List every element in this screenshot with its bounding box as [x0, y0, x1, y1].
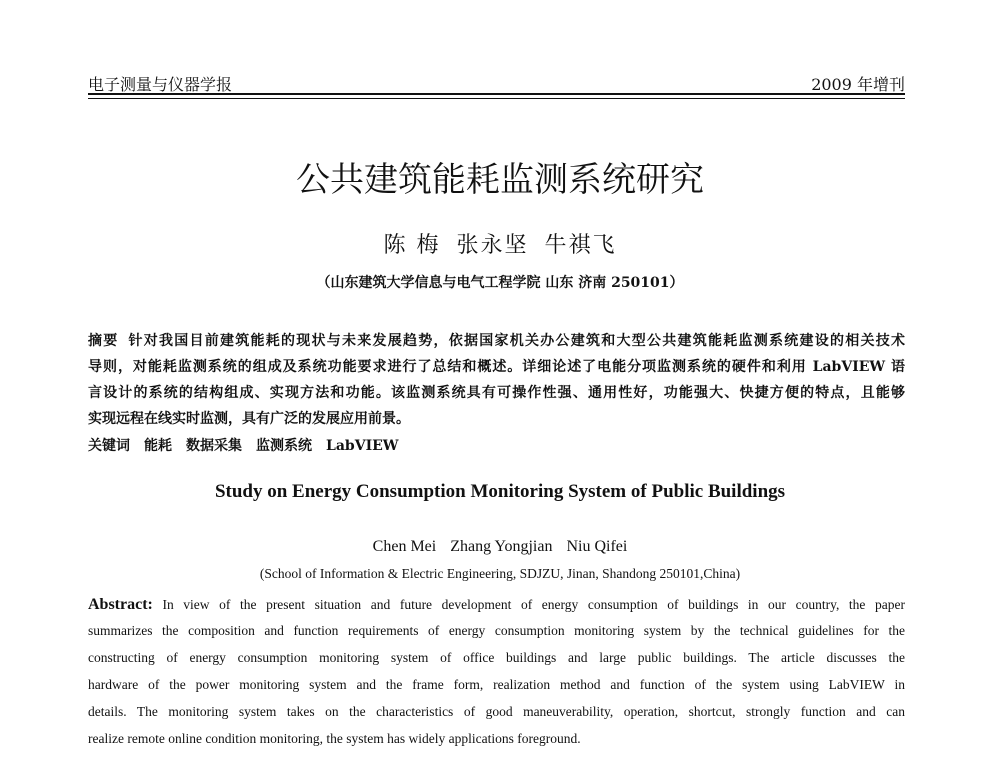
- abstract-en-line: hardware of the power monitoring system and the frame form, realization method and function of the system using LabVIEW in: [88, 677, 905, 692]
- author: 张永坚: [456, 233, 529, 258]
- abstract-en-line: realize remote online condition monitoring, the system has widely applications foreground.: [88, 731, 581, 746]
- affiliation-zh: （山东建筑大学信息与电气工程学院 山东 济南 250101）: [316, 275, 684, 291]
- keywords-label: 关键词: [88, 438, 130, 454]
- abstract-zh-line: [88, 330, 905, 350]
- keyword: LabVIEW: [326, 438, 399, 454]
- author: Niu Qifei: [566, 538, 628, 555]
- author: Zhang Yongjian: [450, 538, 553, 555]
- header-rule-thin: [88, 98, 905, 99]
- issue-label: 2009 年增刊: [811, 75, 905, 94]
- abstract-en-line: constructing of energy consumption monitoring system of office buildings and large public buildings. The article discusses the: [88, 650, 905, 665]
- abstract-zh-label: 摘要: [88, 333, 119, 349]
- keyword: 能耗: [144, 438, 172, 454]
- abstract-text: In view of the present situation and future development of energy consumption of buildings in our country, the paper: [162, 597, 905, 612]
- title-en: Study on Energy Consumption Monitoring System of Public Buildings: [214, 481, 786, 502]
- author: Chen Mei: [372, 538, 437, 555]
- abstract-zh-line: 言设计的系统的结构组成、实现方法和功能。该监测系统具有可操作性强、通用性好，功能强大、快捷方便的特点，且能够: [88, 385, 905, 401]
- author: 陈 梅: [383, 233, 441, 258]
- keyword: 监测系统: [256, 438, 312, 454]
- abstract-en-label: Abstract:: [88, 596, 153, 613]
- keyword: 数据采集: [186, 438, 242, 454]
- keywords-zh: [88, 435, 905, 455]
- abstract-en-line: summarizes the composition and function requirements of energy consumption monitoring system by the technical guidelines for the: [88, 623, 905, 638]
- journal-name: 电子测量与仪器学报: [88, 75, 233, 94]
- author: 牛祺飞: [544, 233, 617, 258]
- affiliation-en: (School of Information & Electric Engineering, SDJZU, Jinan, Shandong 250101,China): [259, 566, 741, 581]
- abstract-en-line: details. The monitoring system takes on the characteristics of good maneuverability, operation, shortcut, strongly function and can: [88, 704, 905, 719]
- authors-en: [0, 538, 1000, 556]
- abstract-zh-line: 实现远程在线实时监测，具有广泛的发展应用前景。: [88, 411, 410, 427]
- header-rule: [88, 93, 905, 95]
- authors-zh: [0, 228, 1000, 259]
- abstract-text: 针对我国目前建筑能耗的现状与未来发展趋势，依据国家机关办公建筑和大型公共建筑能耗监测系统建设的相关技术: [128, 333, 905, 349]
- title-zh: 公共建筑能耗监测系统研究: [296, 160, 704, 200]
- abstract-en-line: [88, 596, 905, 614]
- abstract-zh-line: 导则，对能耗监测系统的组成及系统功能要求进行了总结和概述。详细论述了电能分项监测系统的硬件和利用 LabVIEW 语: [88, 359, 905, 375]
